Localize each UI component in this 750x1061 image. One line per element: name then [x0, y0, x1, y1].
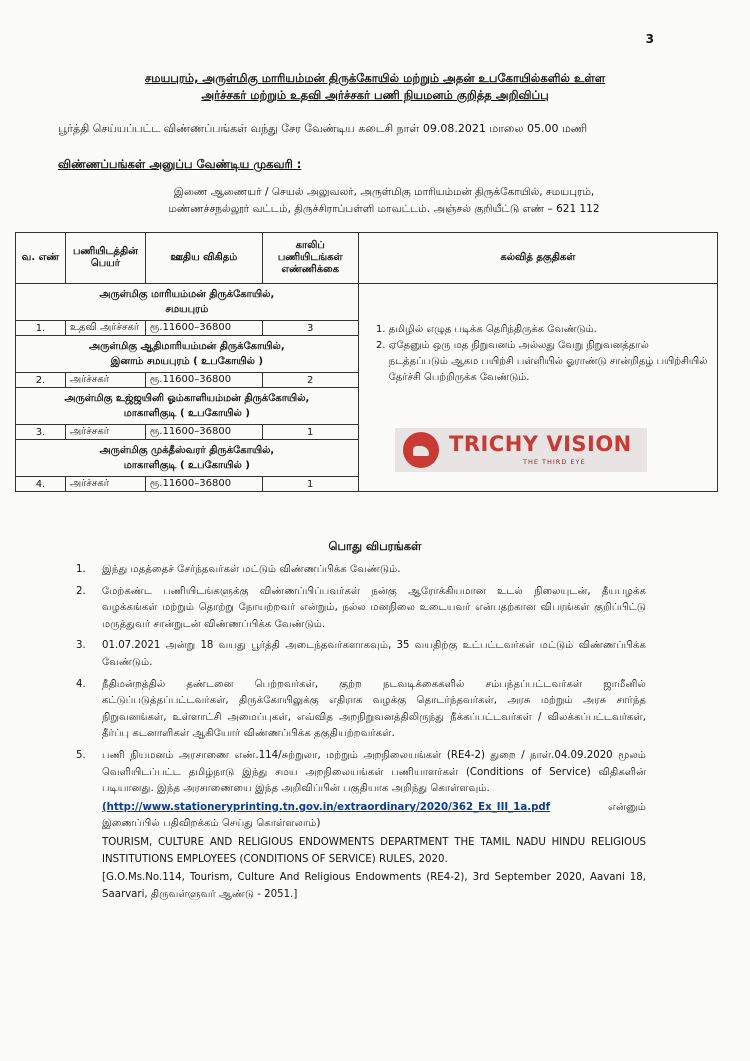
- row-post: அர்ச்சகர்: [65, 425, 145, 440]
- temple-name-line: அருள்மிகு மாரியம்மன் திருக்கோயில்,: [99, 289, 275, 300]
- list-item: [76, 584, 646, 634]
- item-text: 01.07.2021 அன்று 18 வயது பூர்த்தி அடைந்தவர்களாகவும், 35 வயதிற்கு உட்பட்டவர்கள் மட்டும் விண்ணப்பிக்க வேண்டும்.: [102, 640, 646, 668]
- row-pay: ரூ.11600–36800: [145, 425, 262, 440]
- temple-name-line: அருள்மிகு உஜ்ஜயினி ஓம்காளியம்மன் திருக்கோயில்,: [64, 393, 310, 404]
- header-pay: ஊதிய விகிதம்: [145, 233, 262, 284]
- temple-row: [16, 284, 718, 321]
- row-post: அர்ச்சகர்: [65, 373, 145, 388]
- item-text: மேற்கண்ட பணியிடங்களுக்கு விண்ணப்பிப்பவர்கள் நன்கு ஆரோக்கியமான உடல் நிலையுடன், தீயபழக்க வழக்கங்கள் மற்றும் தொற்று நோயற்றவர் என்றும், நல்ல மனநிலை உடையவர் என்பதற்கான விபரங்கள் குறிப்பிட்டு மருத்துவர் சான்றுடன் விண்ணப்பிக்க வேண்டும்.: [102, 585, 646, 630]
- temple-place-line: மாகாளிகுடி ( உபகோயில் ): [123, 460, 250, 471]
- gazette-link[interactable]: (http://www.stationeryprinting.tn.gov.in/extraordinary/2020/362_Ex_III_1a.pdf: [102, 801, 551, 813]
- row-sno: 4.: [16, 477, 66, 492]
- temple-place-line: இனாம் சமயபுரம் ( உபகோயில் ): [110, 356, 264, 367]
- row-count: 3: [262, 321, 358, 336]
- title-line-1: சமயபுரம், அருள்மிகு மாரியம்மன் திருக்கோயில் மற்றும் அதன் உபகோயில்களில் உள்ள: [144, 71, 606, 85]
- row-pay: ரூ.11600–36800: [145, 321, 262, 336]
- deadline-text: பூர்த்தி செய்யப்பட்ட விண்ணப்பங்கள் வந்து சேர வேண்டிய கடைசி நாள் 09.08.2021 மாலை 05.00 மணி: [58, 122, 588, 135]
- item-number: 2.: [76, 585, 86, 597]
- rules-title: TOURISM, CULTURE AND RELIGIOUS ENDOWMENTS DEPARTMENT THE TAMIL NADU HINDU RELIGIOUS INSTITUTIONS EMPLOYEES (CONDITIONS OF SERVICE) RULES, 2020.: [102, 836, 646, 865]
- list-item: [76, 748, 646, 903]
- general-list: [76, 562, 646, 908]
- row-sno: 1.: [16, 321, 66, 336]
- address-block: [54, 184, 714, 218]
- row-count: 1: [262, 425, 358, 440]
- item-text: நீதிமன்றத்தில் தண்டனை பெற்றவர்கள், குற்ற நடவடிக்கைகளில் சம்பந்தப்பட்டவர்கள் ஜாமீனில் கட்டுப்படுத்தப்பட்டவர்கள், திருக்கோயிலுக்கு எதிராக வழக்கு தொடர்ந்தவர்கள், அரசு மற்றும் அரசு சார்ந்த நிறுவனங்கள், உள்ளாட்சி அமைப்புகள், எவ்வித அறநிறுவனத்திலிருந்து நீக்கப்பட்டவர்கள் / விலக்கப்பட்டவர்கள், தீர்ப்பு கடனாளிகள் ஆகியோர் விண்ணப்பிக்க தகுதியற்றவர்கள்.: [102, 678, 646, 740]
- address-line-1: இணை ஆணையர் / செயல் அலுவலர், அருள்மிகு மாரியம்மன் திருக்கோயில், சமயபுரம்,: [173, 186, 595, 198]
- qualification-item: 2. ஏதேனும் ஒரு மத நிறுவனம் அல்லது வேறு நிறுவனத்தால் நடத்தப்படும் ஆகம பயிற்சி பள்ளியில் ஓராண்டு சான்றிதழ் பயிற்சியில் தேர்ச்சி பெற்றிருக்க வேண்டும்.: [389, 338, 709, 386]
- item-number: 1.: [76, 564, 86, 575]
- header-vacancies: காலிப் பணியிடங்கள் எண்ணிக்கை: [262, 233, 358, 284]
- row-post: உதவி அர்ச்சகர்: [65, 321, 145, 336]
- item-number: 5.: [76, 749, 86, 761]
- row-post: அர்ச்சகர்: [65, 477, 145, 492]
- list-item: [76, 677, 646, 743]
- table-header-row: [16, 233, 718, 284]
- trichy-vision-watermark: [395, 428, 647, 472]
- header-post: பணியிடத்தின் பெயர்: [65, 233, 145, 284]
- row-pay: ரூ.11600–36800: [145, 373, 262, 388]
- temple-place-line: மாகாளிகுடி ( உபகோயில் ): [123, 408, 250, 419]
- item-number: 4.: [76, 678, 86, 690]
- temple-name: [16, 388, 359, 425]
- link-suffix: என்னும் இணைப்பில் பதிவிறக்கம் செய்து கொள்ளலாம்): [102, 801, 646, 830]
- qualification-list: [373, 322, 709, 386]
- qualification-item: 1. தமிழில் எழுத படிக்க தெரிந்திருக்க வேண்டும்.: [389, 322, 709, 338]
- header-qualification: கல்வித் தகுதிகள்: [358, 233, 717, 284]
- row-sno: 3.: [16, 425, 66, 440]
- temple-name: [16, 336, 359, 373]
- address-line-2: மண்ணச்சநல்லூர் வட்டம், திருச்சிராப்பள்ளி மாவட்டம். அஞ்சல் குறியீட்டு எண் – 621 112: [168, 203, 600, 215]
- address-heading: விண்ணப்பங்கள் அனுப்ப வேண்டிய முகவரி :: [58, 157, 302, 171]
- temple-name: [16, 284, 359, 321]
- row-count: 2: [262, 373, 358, 388]
- list-item: [76, 562, 646, 579]
- page-number: 3: [645, 32, 654, 46]
- header-sno: வ. எண்: [16, 233, 66, 284]
- temple-place-line: சமயபுரம்: [165, 304, 209, 315]
- bull-logo-icon: [403, 432, 439, 468]
- temple-name: [16, 440, 359, 477]
- title-line-2: அர்ச்சகர் மற்றும் உதவி அர்ச்சகர் பணி நியமனம் குறித்த அறிவிப்பு: [201, 88, 549, 102]
- watermark-title: TRICHY VISION: [449, 432, 632, 456]
- temple-name-line: அருள்மிகு ஆதிமாரியம்மன் திருக்கோயில்,: [89, 341, 285, 352]
- watermark-subtitle: THE THIRD EYE: [523, 458, 586, 466]
- row-sno: 2.: [16, 373, 66, 388]
- item-number: 3.: [76, 640, 86, 652]
- row-count: 1: [262, 477, 358, 492]
- list-item: [76, 638, 646, 671]
- go-reference: [G.O.Ms.No.114, Tourism, Culture And Religious Endowments (RE4-2), 3rd September 2020, Aavani 18, Saarvari, திருவள்ளுவர் ஆண்டு - 2051.]: [102, 872, 646, 900]
- gazette-link-line: [102, 800, 646, 833]
- temple-name-line: அருள்மிகு முக்தீஸ்வரர் திருக்கோயில்,: [99, 445, 275, 456]
- general-heading: பொது விபரங்கள்: [328, 539, 422, 553]
- item-text: பணி நியமனம் அரசாணை எண்.114/சுற்றுலா, மற்றும் அறநிலையங்கள் (RE4-2) துறை / நாள்.04.09.2020 மூலம் வெளியிடப்பட்ட தமிழ்நாடு இந்து சமய அறநிலையங்கள் பணியாளர்கள் (Conditions of Service) விதிகளின் படியானது. இந்த அரசாணையை இந்த அறிவிப்பின் பகுதியாக அறிந்து கொள்ளவும்.: [102, 749, 646, 795]
- item-text: இந்து மதத்தைச் சேர்ந்தவர்கள் மட்டும் விண்ணப்பிக்க வேண்டும்.: [102, 564, 401, 575]
- row-pay: ரூ.11600–36800: [145, 477, 262, 492]
- notice-title: [40, 70, 710, 104]
